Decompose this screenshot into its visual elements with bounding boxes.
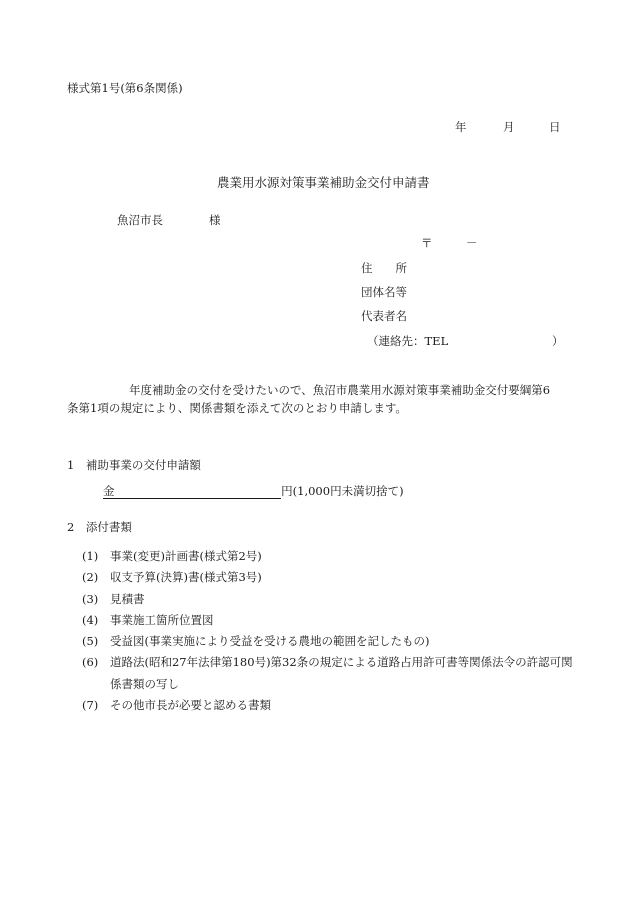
document-title: 農業用水源対策事業補助金交付申請書 — [217, 175, 430, 190]
list-item-number: (5) — [82, 634, 99, 649]
postal-dash: － — [466, 236, 478, 250]
date-day-label: 日 — [549, 120, 561, 134]
list-item-number: (1) — [82, 549, 99, 563]
attachment-list — [82, 546, 582, 716]
addressee-honorific: 様 — [209, 213, 221, 227]
contact-close-paren: ） — [552, 334, 564, 348]
form-number: 様式第1号(第6条関係) — [67, 81, 183, 95]
amount-suffix: 円(1,000円未満切捨て) — [281, 484, 404, 498]
date-month-label: 月 — [503, 120, 515, 134]
addressee-name: 魚沼市長 — [117, 213, 163, 227]
list-item — [82, 631, 582, 652]
list-item-text: 受益図(事業実施により受益を受ける農地の範囲を記したもの) — [110, 634, 430, 649]
list-item — [82, 567, 582, 588]
list-item-text: 事業(変更)計画書(様式第2号) — [110, 549, 262, 563]
list-item-text: 見積書 — [110, 591, 145, 606]
list-item-text: 事業施工箇所位置図 — [110, 612, 214, 627]
list-item — [82, 652, 582, 695]
organization-label: 団体名等 — [361, 285, 407, 299]
list-item-text: その他市長が必要と認める書類 — [110, 698, 271, 713]
list-item-number: (3) — [82, 591, 99, 606]
representative-label: 代表者名 — [361, 309, 407, 323]
section-2-heading: 2 添付書類 — [67, 520, 132, 534]
date-year-label: 年 — [455, 120, 467, 134]
amount-field — [103, 484, 281, 499]
amount-prefix: 金 — [103, 484, 115, 498]
list-item — [82, 610, 582, 631]
list-item-text: 収支予算(決算)書(様式第3号) — [110, 570, 262, 585]
contact-tel-label: （連絡先：TEL — [367, 334, 449, 348]
address-label: 住 所 — [361, 261, 407, 275]
section-1-heading: 1 補助事業の交付申請額 — [67, 458, 201, 472]
list-item-number: (7) — [82, 698, 99, 713]
list-item — [82, 546, 582, 567]
list-item-number: (2) — [82, 570, 99, 585]
list-item-number: (6) — [82, 655, 99, 670]
list-item — [82, 695, 582, 716]
list-item — [82, 589, 582, 610]
body-text-line-1: 年度補助金の交付を受けたいので、魚沼市農業用水源対策事業補助金交付要綱第6 — [129, 383, 551, 397]
postal-mark: 〒 — [421, 236, 433, 250]
amount-line — [103, 484, 404, 499]
list-item-number: (4) — [82, 612, 99, 627]
body-text-line-2: 条第1項の規定により、関係書類を添えて次のとおり申請します。 — [67, 401, 407, 415]
list-item-text: 道路法(昭和27年法律第180号)第32条の規定による道路占用許可書等関係法令の許認可関係書類の写し — [110, 655, 573, 691]
